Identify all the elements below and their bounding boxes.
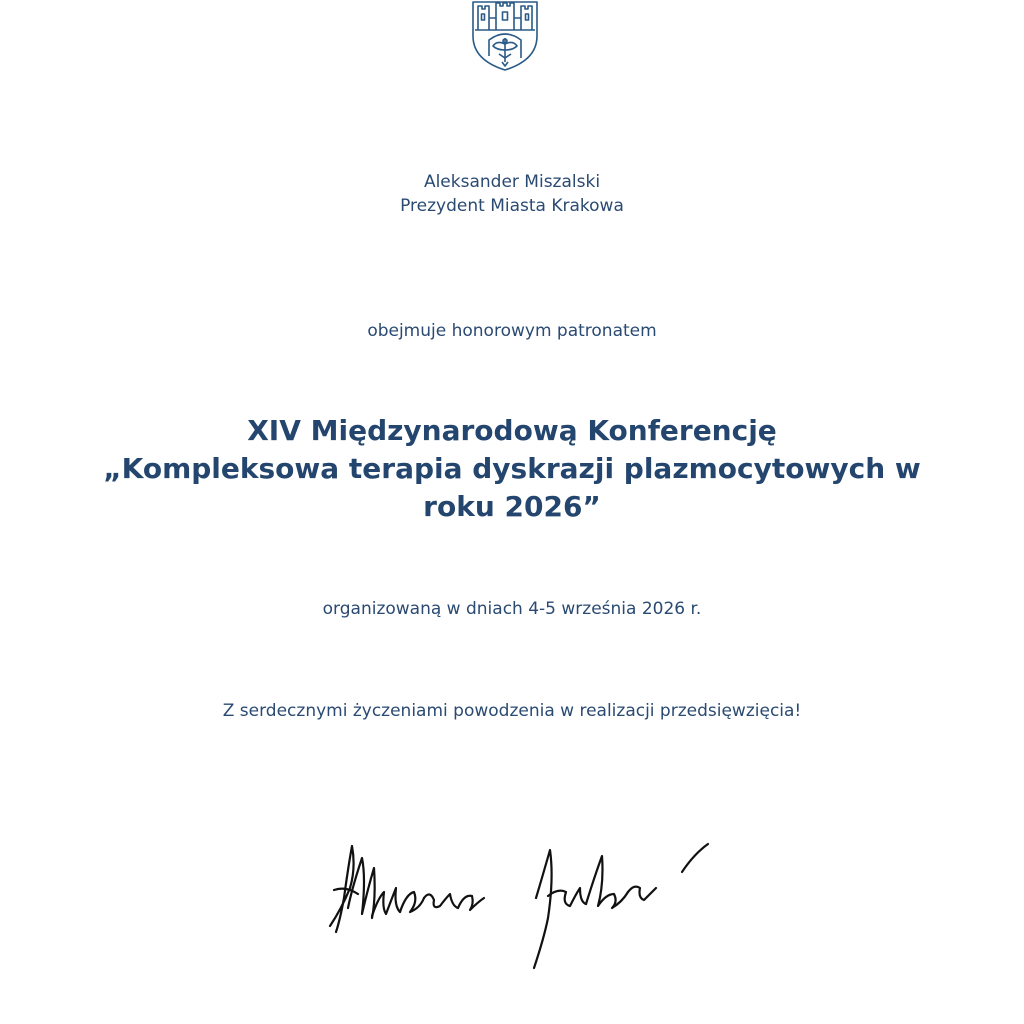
krakow-coat-of-arms-icon (469, 0, 541, 72)
patronage-text: obejmuje honorowym patronatem (367, 321, 657, 341)
conference-title-block (0, 412, 1024, 526)
conference-subtitle: „Kompleksowa terapia dyskrazji plazmocytowych w roku 2026” (103, 452, 921, 523)
conference-title: XIV Międzynarodową Konferencję (247, 414, 777, 447)
issuer-name: Aleksander Miszalski (423, 172, 601, 192)
issuer-block (0, 170, 1024, 218)
event-dates: organizowaną w dniach 4-5 września 2026 r. (322, 599, 702, 619)
handwritten-signature (322, 828, 722, 978)
issuer-role: Prezydent Miasta Krakowa (400, 196, 624, 216)
wishes-text: Z serdecznymi życzeniami powodzenia w realizacji przedsięwzięcia! (222, 701, 802, 721)
